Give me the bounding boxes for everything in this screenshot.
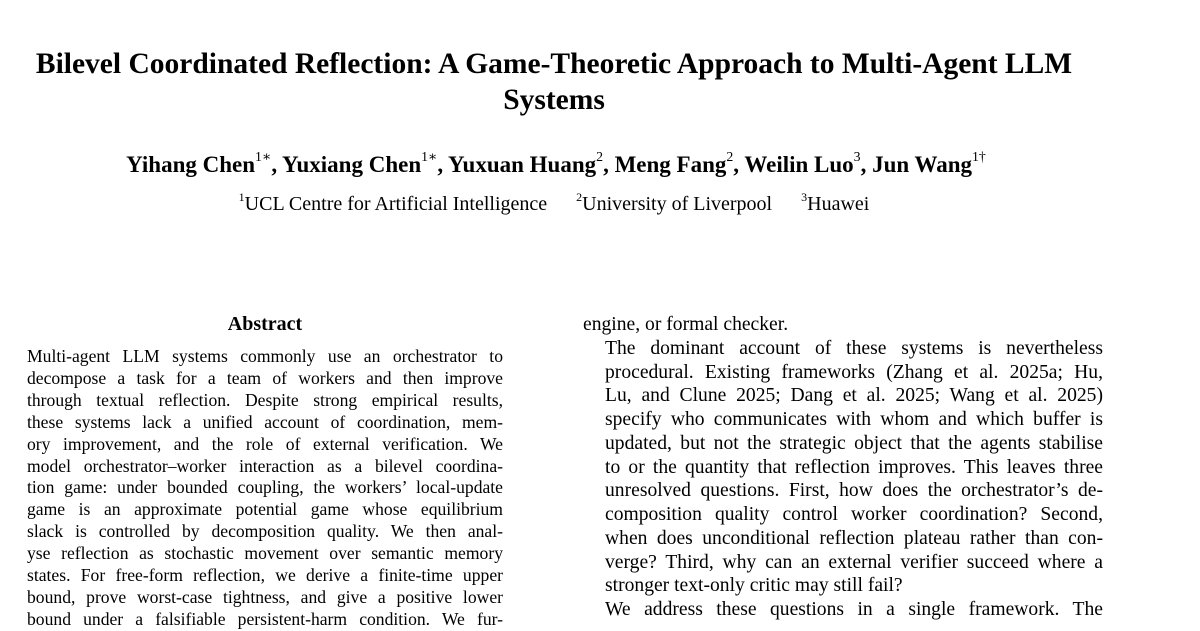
body-line: Lu, and Clune 2025; Dang et al. 2025; Wang et al. 2025) [605, 385, 1103, 407]
body-line: when does unconditional reflection plateau rather than con- [605, 527, 1103, 549]
body-column-right [583, 313, 1103, 622]
abstract-line: through textual reflection. Despite strong empirical results, [27, 389, 503, 410]
affiliation: $^1$UCL Centre for Artificial Intelligence [238, 189, 548, 215]
abstract-line: tion game: under bounded coupling, the workers’ local-update [27, 477, 503, 498]
abstract-line: slack is controlled by decomposition quality. We then anal- [27, 521, 503, 542]
abstract-line: states. For free-form reflection, we derive a finite-time upper [27, 565, 503, 586]
author: Yuxuan Huang$^2$, [448, 149, 615, 177]
body-line: specify who communicates with whom and which buffer is [605, 409, 1103, 430]
abstract-line: game is an approximate potential game whose equilibrium [27, 499, 503, 520]
affiliation: $^3$Huawei [801, 189, 870, 215]
body-line: verge? Third, why can an external verifier succeed where a [605, 551, 1103, 573]
paper-title: Bilevel Coordinated Reflection: A Game-Theoretic Approach to Multi-Agent LLM Systems [35, 48, 1073, 116]
author: Jun Wang$^{1\dagger}$ [872, 149, 986, 177]
abstract-heading: Abstract [227, 313, 303, 335]
abstract-body [27, 346, 503, 631]
author: Weilin Luo$^3$, [744, 149, 873, 177]
abstract-line: bound, prove worst-case tightness, and give a positive lower [27, 586, 503, 607]
body-line: composition quality control worker coordination? Second, [605, 504, 1103, 525]
paragraph [583, 337, 1103, 598]
abstract-line: model orchestrator–worker interaction as a bilevel coordina- [27, 455, 503, 476]
paragraph [583, 313, 1103, 337]
body-line: procedural. Existing frameworks (Zhang et al. 2025a; Hu, [605, 361, 1103, 383]
author: Yihang Chen$^{1∗}$, [126, 149, 282, 177]
body-line: to or the quantity that reflection improves. This leaves three [605, 456, 1103, 478]
body-line: We address these questions in a single framework. The [605, 599, 1103, 620]
abstract-line: decompose a task for a team of workers and then improve [27, 367, 503, 388]
author-list [0, 150, 1112, 180]
abstract-line: these systems lack a unified account of coordination, mem- [27, 411, 503, 432]
abstract-line: ory improvement, and the role of external verification. We [27, 433, 503, 454]
affiliation: $^2$University of Liverpool [576, 189, 773, 215]
affiliation-list [0, 191, 1108, 217]
abstract-line: Multi-agent LLM systems commonly use an orchestrator to [27, 346, 503, 366]
author: Yuxiang Chen$^{1∗}$, [281, 149, 449, 177]
body-line: stronger text-only critic may still fail? [605, 575, 903, 597]
abstract-line: yse reflection as stochastic movement over semantic memory [27, 543, 503, 564]
body-line: unresolved questions. First, how does the orchestrator’s de- [605, 480, 1103, 502]
abstract-line: bound under a falsifiable persistent-harm condition. We fur- [27, 608, 503, 629]
author: Meng Fang$^2$, [614, 149, 745, 177]
body-line: engine, or formal checker. [583, 314, 789, 335]
body-line: updated, but not the strategic object that the agents stabilise [605, 432, 1103, 454]
paragraph [583, 598, 1103, 622]
body-line: The dominant account of these systems is nevertheless [605, 337, 1103, 359]
